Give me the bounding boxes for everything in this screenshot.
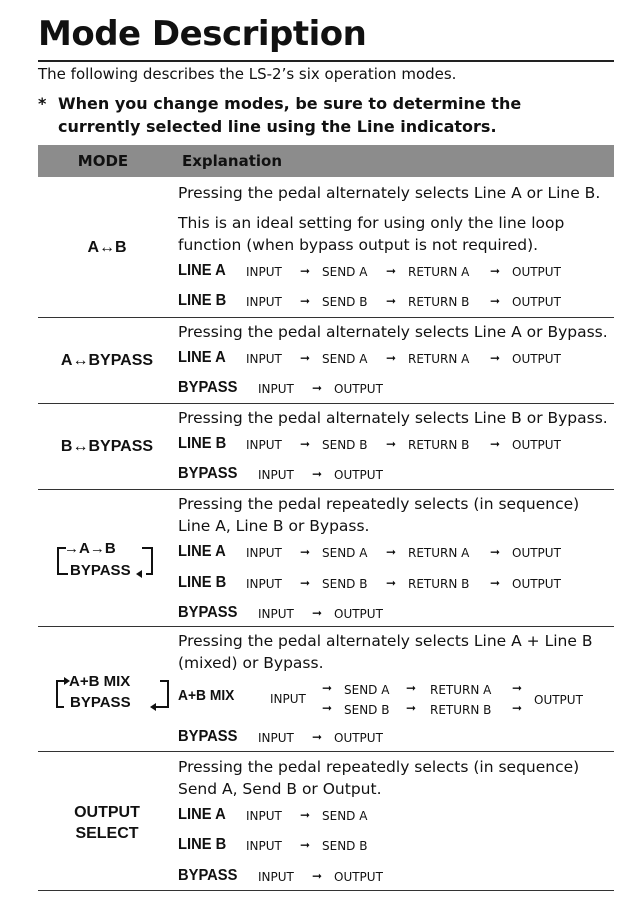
arrow-icon: ➞ xyxy=(322,681,333,695)
output-label: OUTPUT xyxy=(334,870,383,884)
title-rule xyxy=(38,60,614,62)
output-label: OUTPUT xyxy=(512,295,561,309)
send-b-label: SEND B xyxy=(322,577,368,591)
bypass-label: BYPASS xyxy=(178,728,238,745)
output-label: OUTPUT xyxy=(512,438,561,452)
return-b-label: RETURN B xyxy=(408,577,470,591)
arrow-icon: ➞ xyxy=(490,576,501,590)
arrow-icon: ➞ xyxy=(312,606,323,620)
arrow-icon: ➞ xyxy=(312,869,323,883)
mode-mix-diagram xyxy=(54,675,174,715)
send-b-label: SEND B xyxy=(344,703,390,717)
mode-output-select-line-1: OUTPUT xyxy=(74,804,140,821)
arrow-icon: ➞ xyxy=(386,294,397,308)
row-1-text-2: This is an ideal setting for using only the line loop function (when bypass output is not required). xyxy=(178,214,565,254)
arrow-icon: ➞ xyxy=(300,576,311,590)
row-6-text-1: Pressing the pedal repeatedly selects (in sequence) Send A, Send B or Output. xyxy=(178,758,580,798)
send-b-label: SEND B xyxy=(322,438,368,452)
send-a-label: SEND A xyxy=(322,265,368,279)
arrow-icon: ➞ xyxy=(406,681,417,695)
output-label: OUTPUT xyxy=(334,607,383,621)
arrow-icon: ➞ xyxy=(300,264,311,278)
input-label: INPUT xyxy=(246,839,282,853)
arrow-icon: ➞ xyxy=(312,467,323,481)
line-a-label: LINE A xyxy=(178,349,226,366)
send-a-label: SEND A xyxy=(322,809,368,823)
line-b-label: LINE B xyxy=(178,435,227,452)
input-label: INPUT xyxy=(246,295,282,309)
intro-text: The following describes the LS-2’s six operation modes. xyxy=(38,65,457,83)
arrow-icon: ➞ xyxy=(490,545,501,559)
return-a-label: RETURN A xyxy=(430,683,492,697)
output-label: OUTPUT xyxy=(534,693,583,707)
input-label: INPUT xyxy=(270,692,306,706)
arrow-icon: ➞ xyxy=(300,808,311,822)
input-label: INPUT xyxy=(258,382,294,396)
input-label: INPUT xyxy=(258,607,294,621)
page-title: Mode Description xyxy=(38,14,367,54)
arrow-icon: ➞ xyxy=(406,701,417,715)
input-label: INPUT xyxy=(258,870,294,884)
row-2-text-1: Pressing the pedal alternately selects Line A or Bypass. xyxy=(178,323,608,341)
note xyxy=(38,92,608,138)
mode-a-b: A↔B xyxy=(87,239,127,256)
output-label: OUTPUT xyxy=(334,382,383,396)
return-a-label: RETURN A xyxy=(408,546,470,560)
arrow-icon: ➞ xyxy=(386,437,397,451)
mode-sequence-line-2: BYPASS xyxy=(70,562,131,579)
input-label: INPUT xyxy=(246,265,282,279)
send-a-label: SEND A xyxy=(322,546,368,560)
output-label: OUTPUT xyxy=(512,352,561,366)
output-label: OUTPUT xyxy=(334,731,383,745)
mode-sequence-line-1: →A→B xyxy=(64,540,116,557)
table-header xyxy=(38,145,614,177)
arrow-icon: ➞ xyxy=(490,437,501,451)
input-label: INPUT xyxy=(258,468,294,482)
line-b-label: LINE B xyxy=(178,836,227,853)
input-label: INPUT xyxy=(246,438,282,452)
row-3-text-1: Pressing the pedal alternately selects Line B or Bypass. xyxy=(178,409,608,427)
mode-sequence-diagram xyxy=(54,542,170,582)
arrow-icon: ➞ xyxy=(300,838,311,852)
mode-output-select-line-2: SELECT xyxy=(75,825,139,842)
arrow-icon: ➞ xyxy=(512,701,523,715)
return-a-label: RETURN A xyxy=(408,352,470,366)
arrow-icon: ➞ xyxy=(490,264,501,278)
arrow-icon: ➞ xyxy=(300,294,311,308)
mode-mix-line-2: BYPASS xyxy=(70,694,131,711)
bypass-label: BYPASS xyxy=(178,379,238,396)
arrow-icon: ➞ xyxy=(386,264,397,278)
bypass-label: BYPASS xyxy=(178,867,238,884)
row-5-text-1: Pressing the pedal alternately selects Line A + Line B (mixed) or Bypass. xyxy=(178,632,593,672)
return-b-label: RETURN B xyxy=(408,295,470,309)
line-a-label: LINE A xyxy=(178,262,226,279)
line-a-label: LINE A xyxy=(178,806,226,823)
arrow-icon: ➞ xyxy=(312,730,323,744)
row-divider xyxy=(38,890,614,891)
mode-row-output-select xyxy=(38,752,614,891)
bypass-label: BYPASS xyxy=(178,465,238,482)
output-label: OUTPUT xyxy=(512,577,561,591)
line-b-label: LINE B xyxy=(178,574,227,591)
row-1-text-1: Pressing the pedal alternately selects Line A or Line B. xyxy=(178,184,601,202)
arrow-icon: ➞ xyxy=(312,381,323,395)
mode-mix-line-1: A+B MIX xyxy=(69,673,131,690)
return-b-label: RETURN B xyxy=(430,703,492,717)
header-explanation: Explanation xyxy=(182,152,283,170)
output-label: OUTPUT xyxy=(512,265,561,279)
arrow-icon: ➞ xyxy=(386,576,397,590)
mode-row-a-bypass xyxy=(38,318,614,404)
return-a-label: RETURN A xyxy=(408,265,470,279)
arrow-icon: ➞ xyxy=(386,545,397,559)
bypass-label: BYPASS xyxy=(178,604,238,621)
note-text: When you change modes, be sure to determine the currently selected line using the Line indicators. xyxy=(58,94,522,136)
output-label: OUTPUT xyxy=(334,468,383,482)
mode-row-sequence xyxy=(38,490,614,627)
send-b-label: SEND B xyxy=(322,295,368,309)
input-label: INPUT xyxy=(246,546,282,560)
mode-a-bypass: A↔BYPASS xyxy=(60,352,154,369)
mode-row-a-b xyxy=(38,177,614,318)
input-label: INPUT xyxy=(246,352,282,366)
note-star: * xyxy=(38,94,47,113)
row-4-text-1: Pressing the pedal repeatedly selects (in sequence) Line A, Line B or Bypass. xyxy=(178,495,580,535)
input-label: INPUT xyxy=(246,809,282,823)
mode-row-b-bypass xyxy=(38,404,614,490)
arrow-icon: ➞ xyxy=(300,437,311,451)
arrow-icon: ➞ xyxy=(386,351,397,365)
input-label: INPUT xyxy=(246,577,282,591)
arrow-icon: ➞ xyxy=(512,681,523,695)
arrow-icon: ➞ xyxy=(322,701,333,715)
arrow-icon: ➞ xyxy=(300,351,311,365)
output-label: OUTPUT xyxy=(512,546,561,560)
mix-label: A+B MIX xyxy=(178,687,235,704)
arrow-icon: ➞ xyxy=(490,294,501,308)
line-a-label: LINE A xyxy=(178,543,226,560)
send-a-label: SEND A xyxy=(322,352,368,366)
line-b-label: LINE B xyxy=(178,292,227,309)
header-mode: MODE xyxy=(77,152,129,170)
send-b-label: SEND B xyxy=(322,839,368,853)
send-a-label: SEND A xyxy=(344,683,390,697)
arrow-icon: ➞ xyxy=(490,351,501,365)
arrow-icon: ➞ xyxy=(300,545,311,559)
mode-b-bypass: B↔BYPASS xyxy=(60,438,154,455)
input-label: INPUT xyxy=(258,731,294,745)
return-b-label: RETURN B xyxy=(408,438,470,452)
mode-row-mix xyxy=(38,627,614,752)
